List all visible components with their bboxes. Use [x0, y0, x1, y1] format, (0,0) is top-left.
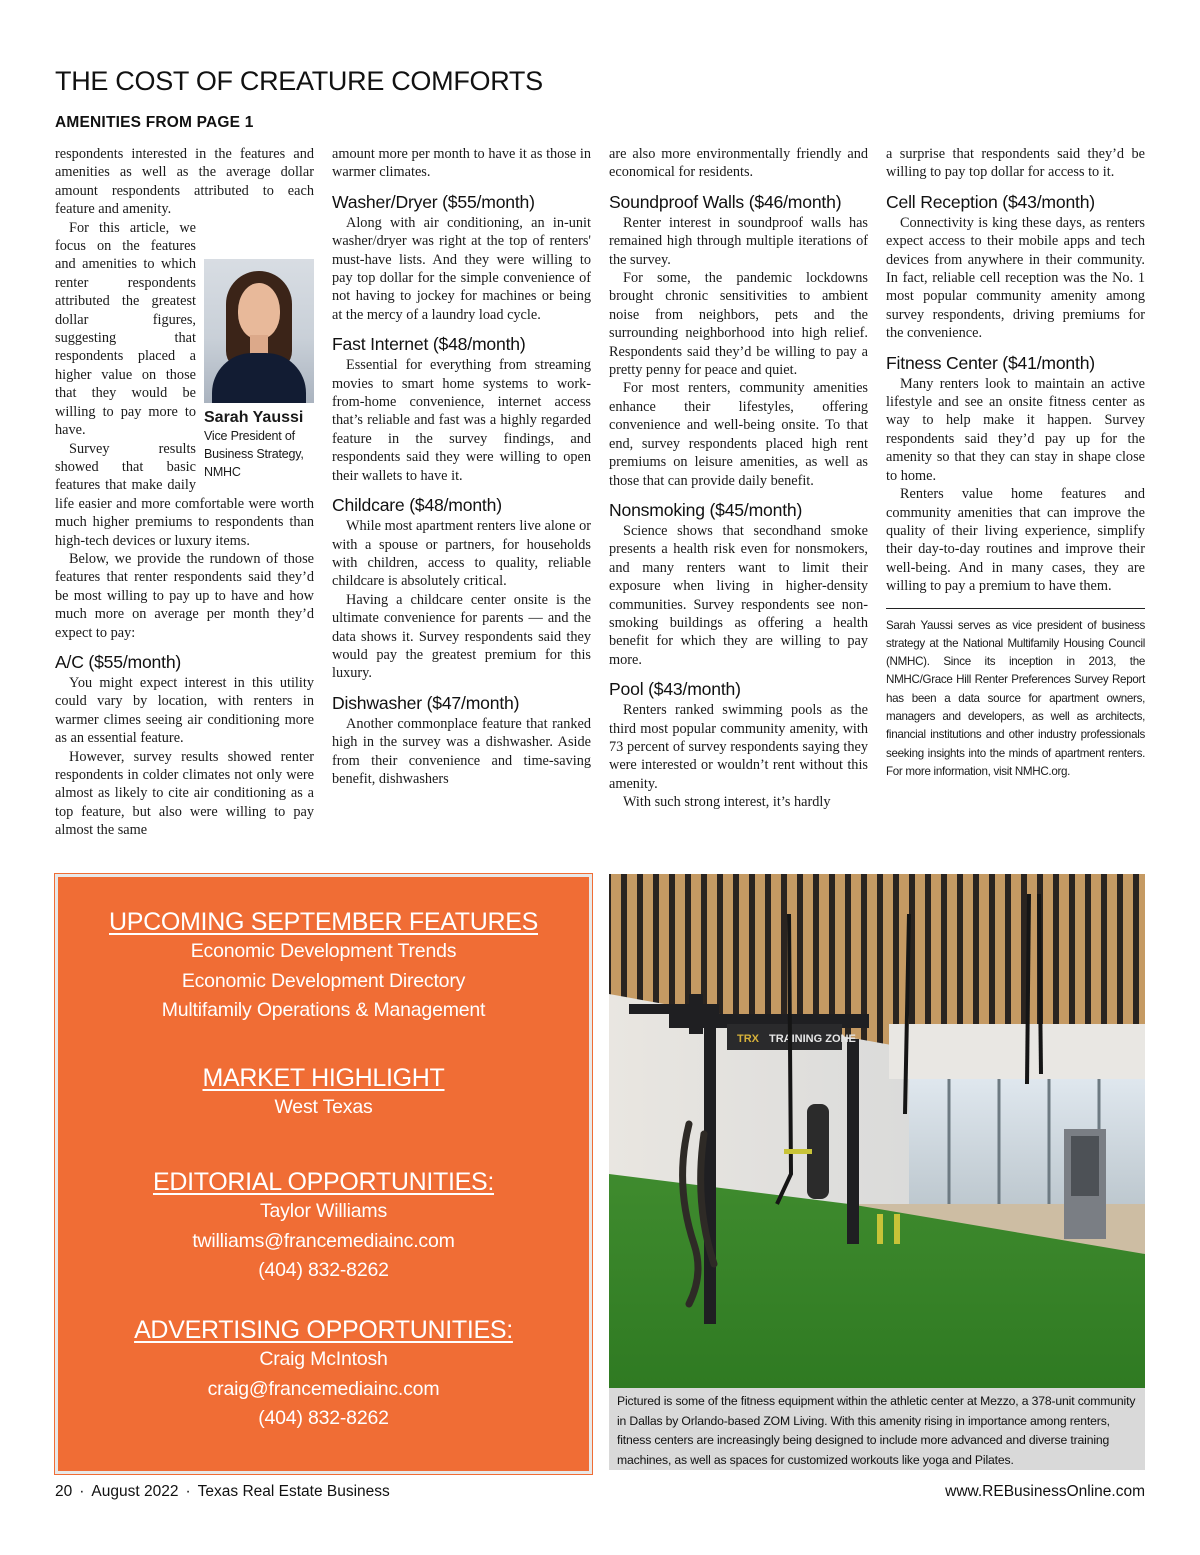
- page-number: 20: [55, 1483, 73, 1500]
- paragraph: Connectivity is king these days, as renters expect access to their mobile apps and tech devices from anywhere in their community. In fact, reliable cell reception was the No. 1 most popular community amenity among survey respondents, driving premiums for the convenience.: [886, 214, 1145, 342]
- section-heading-cell-reception: Cell Reception ($43/month): [886, 191, 1095, 212]
- author-role: Vice President of Business Strategy, NMHC: [204, 428, 304, 479]
- paragraph: Having a childcare center onsite is the ultimate convenience for parents — and the data shows it. Survey respondents said they would pay the greatest premium for this luxury.: [332, 591, 591, 682]
- paragraph: Many renters look to maintain an active lifestyle and see an onsite fitness center as way to help make it happen. Survey respondents said they’d pay up for the amenity so that they can stay in shape close to home.: [886, 375, 1145, 484]
- promo-feature-item: Economic Development Directory: [181, 969, 466, 992]
- paragraph: With such strong interest, it’s hardly: [623, 794, 831, 811]
- article-column-2: [332, 145, 591, 788]
- article-column-4: [886, 145, 1145, 781]
- website-link[interactable]: www.REBusinessOnline.com: [945, 1483, 1145, 1500]
- publication-name: Texas Real Estate Business: [197, 1483, 390, 1500]
- promo-advertising-name: Craig McIntosh: [259, 1348, 388, 1370]
- section-heading-pool: Pool ($43/month): [609, 679, 741, 700]
- paragraph: Renters value home features and community amenities that can improve the quality of their living experience, simplify their day-to-day routines and improve their well-being. And in many cases, they are willing to pay a premium to have them.: [886, 486, 1145, 595]
- paragraph: For some, the pandemic lockdowns brought chronic sensitivities to ambient noise from neighbors, pets and the surrounding neighborhood into high relief. Respondents said they’d be willing to pay a pretty penny for peace and quiet.: [609, 270, 868, 379]
- article-column-3: [609, 145, 868, 812]
- sign-zone-text: TRAINING ZONE: [769, 1033, 856, 1045]
- promo-features-heading: UPCOMING SEPTEMBER FEATURES: [109, 908, 538, 936]
- author-name: Sarah Yaussi: [204, 408, 304, 426]
- upcoming-features-promo: [55, 874, 592, 1474]
- sign-brand-text: TRX: [737, 1033, 759, 1045]
- section-heading-fast-internet: Fast Internet ($48/month): [332, 334, 526, 355]
- paragraph: [55, 219, 314, 479]
- author-portrait: [204, 259, 314, 403]
- continued-label: AMENITIES FROM PAGE 1: [55, 114, 254, 131]
- section-heading-nonsmoking: Nonsmoking ($45/month): [609, 499, 803, 520]
- promo-feature-item: Economic Development Trends: [190, 940, 457, 962]
- section-heading-fitness-center: Fitness Center ($41/month): [886, 352, 1095, 373]
- paragraph: However, survey results showed renter respondents in colder climates not only were almost as likely to cite air conditioning as a top feature, but also were willing to pay almost the same: [55, 748, 314, 839]
- promo-editorial-phone: (404) 832-8262: [258, 1259, 389, 1281]
- section-heading-washer-dryer: Washer/Dryer ($55/month): [332, 191, 535, 212]
- promo-editorial-heading: EDITORIAL OPPORTUNITIES:: [152, 1168, 495, 1196]
- section-heading-dishwasher: Dishwasher ($47/month): [332, 692, 520, 713]
- paragraph: Below, we provide the rundown of those features that renter respondents said they’d be most willing to pay up to have and how much more on average per month they’d expect to pay:: [55, 550, 314, 641]
- promo-feature-item: Multifamily Operations & Management: [161, 999, 486, 1021]
- page-footer-left: 20 · August 2022 · Texas Real Estate Business: [55, 1483, 390, 1500]
- paragraph: Renter interest in soundproof walls has remained high through multiple iterations of the survey.: [609, 214, 868, 268]
- paragraph: amount more per month to have it as those in warmer climates.: [332, 146, 591, 181]
- author-portrait-box: [204, 259, 314, 481]
- article-column-1: [55, 145, 314, 840]
- issue-date: August 2022: [91, 1483, 179, 1500]
- promo-advertising-email[interactable]: craig@francemediainc.com: [207, 1377, 440, 1400]
- paragraph: While most apartment renters live alone or with a spouse or partners, for households with children, access to quality, reliable childcare is absolutely critical.: [332, 518, 591, 590]
- section-heading-childcare: Childcare ($48/month): [332, 495, 502, 516]
- paragraph: Renters ranked swimming pools as the third most popular community amenity, with 73 percent of survey respondents saying they were interested or wouldn’t rent without this amenity.: [609, 702, 868, 792]
- promo-editorial-name: Taylor Williams: [259, 1200, 387, 1222]
- paragraph: You might expect interest in this utility could vary by location, with renters in warmer climes seeing air conditioning more as an essential feature.: [55, 674, 314, 747]
- paragraph: Essential for everything from streaming movies to smart home systems to work-from-home convenience, internet access that’s reliable and fast was a highly regarded feature in the survey findings, and respondents said they were willing to open their wallets to have it.: [332, 357, 591, 484]
- bio-divider: [886, 608, 1145, 609]
- promo-editorial-email[interactable]: twilliams@francemediainc.com: [192, 1229, 455, 1252]
- paragraph: Another commonplace feature that ranked high in the survey was a dishwasher. Aside from their convenience and time-saving benefit, dishwashers: [332, 715, 591, 787]
- section-heading-soundproof-walls: Soundproof Walls ($46/month): [609, 191, 842, 212]
- author-bio: Sarah Yaussi serves as vice president of business strategy at the National Multifamily Housing Council (NMHC). Since its inception in 2013, the NMHC/Grace Hill Renter Preferences Survey Report has been a data source for apartment owners, managers and developers, as well as architects, financial institutions and other industry professionals seeking insights into the minds of apartment renters. For more information, visit NMHC.org.: [886, 618, 1145, 778]
- paragraph: are also more environmentally friendly and economical for residents.: [609, 146, 868, 181]
- promo-market-heading: MARKET HIGHLIGHT: [202, 1064, 445, 1092]
- paragraph: Along with air conditioning, an in-unit washer/dryer was right at the top of renters' must-have lists. And they were willing to pay top dollar for the simple convenience of not having to jockey for machines or being at the mercy of a laundry load cycle.: [332, 214, 591, 323]
- fitness-center-figure: [609, 874, 1145, 1470]
- promo-market-value: West Texas: [274, 1096, 373, 1118]
- fitness-center-photo: [609, 874, 1145, 1388]
- page-header-title: THE COST OF CREATURE COMFORTS: [55, 66, 543, 96]
- paragraph: For most renters, community amenities enhance their lifestyles, offering convenience and well-being onsite. To that end, survey respondents placed high rent premiums on leisure amenities, as well as those that can provide daily benefit.: [609, 380, 868, 489]
- paragraph: a surprise that respondents said they’d be willing to pay top dollar for access to it.: [886, 146, 1145, 181]
- photo-caption: Pictured is some of the fitness equipment within the athletic center at Mezzo, a 378-unit community in Dallas by Orlando-based ZOM Living. With this amenity rising in importance among renters, fitness centers are increasingly being designed to include more advanced and diverse training machines, as well as spaces for customized workouts like yoga and Pilates.: [617, 1394, 1136, 1467]
- paragraph-text: For this article, we focus on the features and amenities to which renter respondents attributed the greatest dollar figures, suggesting that respondents placed a higher value on those that they would be willing to pay more to have.: [55, 219, 196, 439]
- section-heading-ac: A/C ($55/month): [55, 651, 182, 672]
- promo-advertising-phone: (404) 832-8262: [258, 1407, 389, 1429]
- paragraph: respondents interested in the features and amenities as well as the average dollar amount respondents attributed to each feature and amenity.: [55, 146, 314, 218]
- promo-advertising-heading: ADVERTISING OPPORTUNITIES:: [134, 1316, 513, 1344]
- paragraph: Survey results showed that basic features that make daily life easier and more comfortable were worth much higher premiums to respondents than high-tech devices or luxury items.: [55, 440, 314, 549]
- paragraph: Science shows that secondhand smoke presents a health risk even for nonsmokers, and many renters want to limit their exposure when living in higher-density communities. Survey respondents see non-smoking buildings as offering a health benefit for which they are willing to pay more.: [609, 522, 868, 668]
